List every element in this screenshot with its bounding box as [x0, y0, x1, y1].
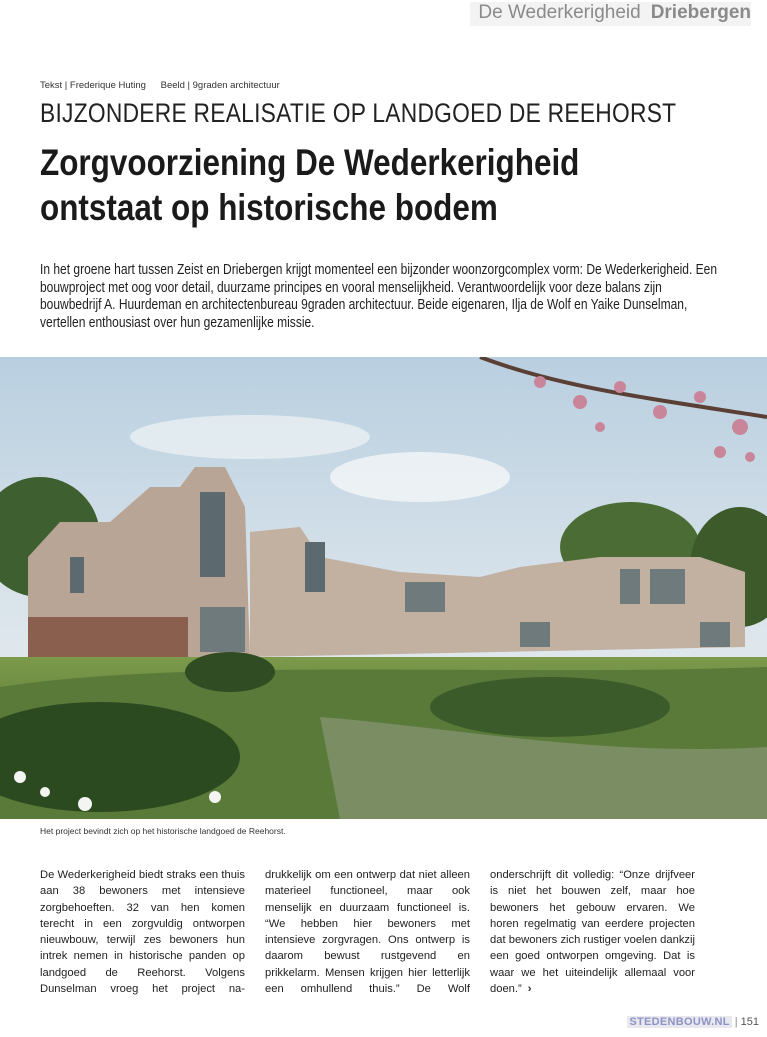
article-intro — [40, 262, 725, 332]
building-illustration — [0, 357, 767, 819]
body-column-3 — [490, 867, 695, 997]
title-line-1: Zorgvoorziening De Wederkerigheid — [40, 142, 580, 183]
body-column-2 — [265, 867, 470, 997]
body-text-col3 — [490, 867, 695, 997]
body-text-col1: De Wederkerigheid biedt straks een thuis aan 38 bewoners met intensieve zorgbehoeften. 32 van hen komen terecht in een zorgvuldig ontworpen nieuwbouw, terwijl zes bewoners hun intrek nemen in historische panden op landgoed de Reehorst. Volgens Dunselman vroeg het project na- — [40, 869, 245, 996]
header-location: Driebergen — [650, 2, 751, 23]
credits — [40, 80, 292, 91]
credit-text: Tekst | Frederique Huting — [40, 80, 146, 91]
hero-photo — [0, 357, 767, 819]
article-title — [40, 140, 579, 230]
intro-text: In het groene hart tussen Zeist en Driebergen krijgt momenteel een bijzonder woonzorgcomplex vorm: De Wederkerigheid. Een bouwproject met oog voor detail, duurzame principes en vooral menselijkheid. Verantwoordelijk voor deze balans zijn bouwbedrijf A. Huurdeman en architectenbureau 9graden architectuur. Beide eigenaren, Ilja de Wolf en Yaike Dunselman, vertellen enthousiast over hun gezamenlijke missie. — [40, 262, 718, 331]
credit-image: Beeld | 9graden architectuur — [160, 80, 280, 91]
photo-caption: Het project bevindt zich op het historische landgoed de Reehorst. — [40, 826, 286, 836]
section-header — [470, 2, 751, 26]
page-footer — [627, 1016, 759, 1028]
footer-separator: | — [734, 1016, 738, 1028]
article-kicker: BIJZONDERE REALISATIE OP LANDGOED DE REEHORST — [40, 98, 677, 128]
title-line-2: ontstaat op historische bodem — [40, 187, 498, 228]
page-number: 151 — [740, 1016, 759, 1028]
chevron-right-icon: › — [527, 983, 532, 996]
publication-brand: STEDENBOUW.NL — [629, 1016, 730, 1028]
body-text-col2: drukkelijk om een ontwerp dat niet alleen materieel functioneel, maar ook menselijk en duurzaam functioneel is. “We hebben hier bewoners met intensieve zorgvragen. Ons ontwerp is daarom bewust rustgevend en prikkelarm. Mensen krijgen hier letterlijk een omhullend thuis.” De Wolf — [265, 869, 470, 996]
header-project: De Wederkerigheid — [478, 2, 641, 23]
body-text-col3-content: onderschrijft dit volledig: “Onze drijfveer is niet het bouwen zelf, maar hoe bewoners het gebouw ervaren. We horen regelmatig van eerdere projecten dat bewoners zich rustiger voelen dankzij een goed ontworpen omgeving. Dat is waar we het uiteindelijk allemaal voor doen.” — [490, 869, 695, 996]
body-column-1 — [40, 867, 245, 997]
